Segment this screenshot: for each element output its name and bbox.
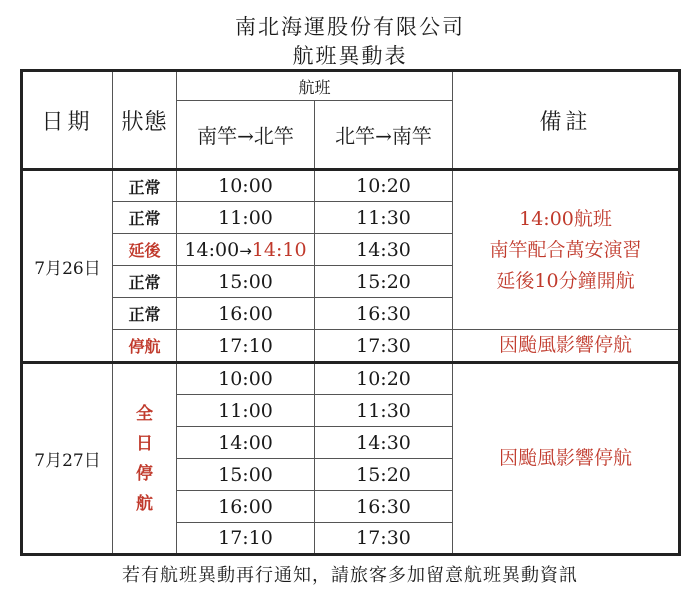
- departure-time: 15:00: [177, 459, 315, 491]
- remark-delay-line: 14:00航班: [519, 207, 612, 230]
- status-char: 停: [136, 463, 153, 484]
- departure-time: 14:00: [177, 427, 315, 459]
- status-all-day-cancelled: [113, 363, 177, 555]
- return-time: 15:20: [315, 459, 453, 491]
- status-char: 全: [136, 403, 153, 424]
- return-time: 17:30: [315, 523, 453, 555]
- arrow-right-icon: →: [239, 241, 252, 260]
- departure-time: 16:00: [177, 298, 315, 330]
- date-cell-day2: 7月27日: [22, 363, 113, 555]
- departure-time: 10:00: [177, 170, 315, 202]
- header-route-north-south: 北竿→南竿: [315, 101, 453, 170]
- return-time: 14:30: [315, 234, 453, 266]
- return-time: 15:20: [315, 266, 453, 298]
- header-route-south-north: 南竿→北竿: [177, 101, 315, 170]
- status-char: 航: [136, 493, 153, 514]
- date-cell-day1: 7月26日: [22, 170, 113, 363]
- departure-time-changed: [177, 234, 315, 266]
- footer-notice: 若有航班異動再行通知，請旅客多加留意航班異動資訊: [122, 565, 578, 586]
- remark-delay-line: 延後10分鐘開航: [496, 269, 635, 292]
- departure-time: 15:00: [177, 266, 315, 298]
- return-time: 10:20: [315, 363, 453, 395]
- departure-time: 17:10: [177, 523, 315, 555]
- status-delayed: 延後: [113, 234, 177, 266]
- schedule-table: [20, 69, 681, 556]
- header-status: 狀態: [113, 71, 177, 170]
- status-normal: 正常: [113, 298, 177, 330]
- return-time: 16:30: [315, 491, 453, 523]
- status-char: 日: [136, 433, 153, 454]
- status-normal: 正常: [113, 202, 177, 234]
- remark-delay: [453, 170, 680, 330]
- status-normal: 正常: [113, 170, 177, 202]
- departure-time: 11:00: [177, 395, 315, 427]
- remark-typhoon: 因颱風影響停航: [453, 330, 680, 363]
- status-cancelled: 停航: [113, 330, 177, 363]
- header-remark: 備註: [453, 71, 680, 170]
- remark-delay-line: 南竿配合萬安演習: [489, 238, 642, 261]
- new-time: 14:10: [251, 238, 307, 261]
- return-time: 11:30: [315, 202, 453, 234]
- return-time: 11:30: [315, 395, 453, 427]
- return-time: 16:30: [315, 298, 453, 330]
- return-time: 14:30: [315, 427, 453, 459]
- departure-time: 11:00: [177, 202, 315, 234]
- return-time: 10:20: [315, 170, 453, 202]
- old-time: 14:00: [184, 238, 240, 261]
- company-title: 南北海運股份有限公司: [235, 15, 465, 39]
- status-normal: 正常: [113, 266, 177, 298]
- header-date: 日期: [22, 71, 113, 170]
- remark-typhoon-day2: 因颱風影響停航: [453, 363, 680, 555]
- departure-time: 10:00: [177, 363, 315, 395]
- departure-time: 17:10: [177, 330, 315, 363]
- header-flight: 航班: [177, 71, 453, 101]
- table-title: 航班異動表: [292, 44, 408, 68]
- departure-time: 16:00: [177, 491, 315, 523]
- return-time: 17:30: [315, 330, 453, 363]
